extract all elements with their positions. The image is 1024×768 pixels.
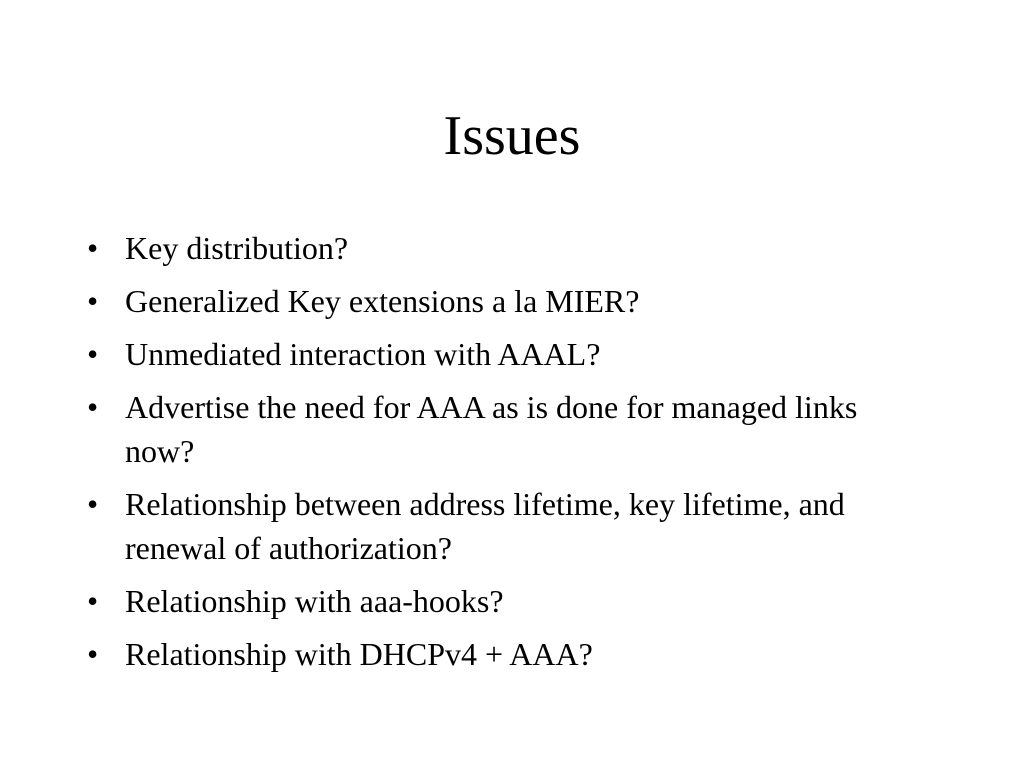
- bullet-icon: •: [87, 636, 99, 672]
- list-item: [87, 482, 867, 570]
- list-item: [87, 632, 867, 676]
- bullet-list: [87, 226, 867, 685]
- list-item-text: Generalized Key extensions a la MIER?: [125, 283, 640, 319]
- list-item-text: Unmediated interaction with AAAL?: [125, 336, 601, 372]
- bullet-icon: •: [87, 230, 99, 266]
- list-item-text: Relationship between address lifetime, key lifetime, and renewal of authorization?: [125, 486, 845, 566]
- list-item-text: Advertise the need for AAA as is done for managed links now?: [125, 389, 858, 469]
- list-item-text: Relationship with aaa-hooks?: [125, 583, 504, 619]
- bullet-icon: •: [87, 583, 99, 619]
- bullet-icon: •: [87, 283, 99, 319]
- list-item-text: Key distribution?: [125, 230, 349, 266]
- slide-title: Issues: [443, 105, 581, 167]
- bullet-icon: •: [87, 336, 99, 372]
- list-item: [87, 226, 867, 270]
- list-item: [87, 332, 867, 376]
- list-item: [87, 385, 867, 473]
- list-item: [87, 579, 867, 623]
- bullet-icon: •: [87, 486, 99, 522]
- list-item-text: Relationship with DHCPv4 + AAA?: [125, 636, 593, 672]
- list-item: [87, 279, 867, 323]
- bullet-icon: •: [87, 389, 99, 425]
